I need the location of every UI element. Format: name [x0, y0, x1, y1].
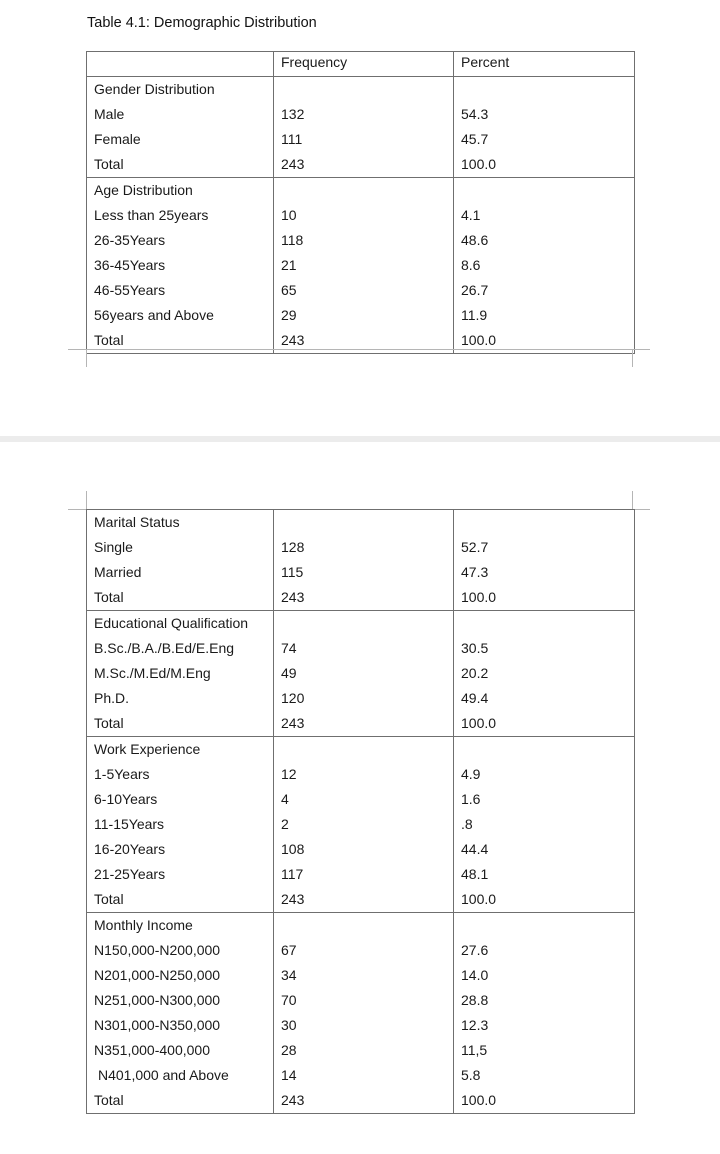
row-label: 1-5Years — [87, 762, 274, 787]
row-label: 11-15Years — [87, 812, 274, 837]
table-row — [87, 686, 635, 711]
percent-value: 48.6 — [454, 228, 635, 253]
row-label: N301,000-N350,000 — [87, 1013, 274, 1038]
frequency-value: 128 — [274, 535, 454, 560]
percent-value: 47.3 — [454, 560, 635, 585]
percent-value: 4.1 — [454, 203, 635, 228]
frequency-value: 132 — [274, 102, 454, 127]
percent-value: 4.9 — [454, 762, 635, 787]
percent-value: 28.8 — [454, 988, 635, 1013]
percent-value: 30.5 — [454, 636, 635, 661]
table-header-row — [87, 52, 635, 77]
percent-value: 1.6 — [454, 787, 635, 812]
row-label: N251,000-N300,000 — [87, 988, 274, 1013]
percent-value: 48.1 — [454, 862, 635, 887]
table-row — [87, 585, 635, 611]
table-row — [87, 661, 635, 686]
table-row — [87, 228, 635, 253]
percent-value: 44.4 — [454, 837, 635, 862]
frequency-value: 120 — [274, 686, 454, 711]
section-heading-row — [87, 737, 635, 763]
table-row — [87, 303, 635, 328]
row-label: Total — [87, 328, 274, 354]
section-heading-row — [87, 77, 635, 103]
frequency-value: 49 — [274, 661, 454, 686]
percent-value: 49.4 — [454, 686, 635, 711]
row-label: 21-25Years — [87, 862, 274, 887]
empty-cell — [454, 913, 635, 939]
frequency-value: 4 — [274, 787, 454, 812]
table-row — [87, 837, 635, 862]
section-heading-gender-distribution: Gender Distribution — [87, 77, 274, 103]
percent-value: 100.0 — [454, 1088, 635, 1114]
section-heading-row — [87, 913, 635, 939]
header-frequency: Frequency — [274, 52, 454, 77]
row-label: N150,000-N200,000 — [87, 938, 274, 963]
frequency-value: 10 — [274, 203, 454, 228]
table-row — [87, 887, 635, 913]
table-row — [87, 787, 635, 812]
section-heading-educational-qualification: Educational Qualification — [87, 611, 274, 637]
frequency-value: 111 — [274, 127, 454, 152]
table-row — [87, 535, 635, 560]
empty-cell — [274, 510, 454, 536]
percent-value: 100.0 — [454, 328, 635, 354]
empty-cell — [454, 510, 635, 536]
table-row — [87, 862, 635, 887]
frequency-value: 65 — [274, 278, 454, 303]
frequency-value: 74 — [274, 636, 454, 661]
row-label: 16-20Years — [87, 837, 274, 862]
row-label: Married — [87, 560, 274, 585]
percent-value: 54.3 — [454, 102, 635, 127]
percent-value: 11,5 — [454, 1038, 635, 1063]
page-rule-tick — [632, 491, 633, 509]
table-row — [87, 278, 635, 303]
frequency-value: 108 — [274, 837, 454, 862]
frequency-value: 70 — [274, 988, 454, 1013]
demographic-table-part-1 — [86, 51, 635, 354]
percent-value: 11.9 — [454, 303, 635, 328]
section-heading-age-distribution: Age Distribution — [87, 178, 274, 204]
row-label: Single — [87, 535, 274, 560]
percent-value: 45.7 — [454, 127, 635, 152]
empty-cell — [454, 611, 635, 637]
row-label: N401,000 and Above — [87, 1063, 274, 1088]
row-label: Total — [87, 711, 274, 737]
table-row — [87, 203, 635, 228]
row-label: Total — [87, 887, 274, 913]
row-label: Male — [87, 102, 274, 127]
table-row — [87, 1013, 635, 1038]
percent-value: 14.0 — [454, 963, 635, 988]
table-row — [87, 127, 635, 152]
frequency-value: 243 — [274, 1088, 454, 1114]
table-row — [87, 253, 635, 278]
percent-value: 5.8 — [454, 1063, 635, 1088]
row-label: 26-35Years — [87, 228, 274, 253]
row-label: Total — [87, 152, 274, 178]
percent-value: 100.0 — [454, 711, 635, 737]
row-label: Total — [87, 585, 274, 611]
frequency-value: 30 — [274, 1013, 454, 1038]
table-row — [87, 762, 635, 787]
frequency-value: 243 — [274, 152, 454, 178]
percent-value: .8 — [454, 812, 635, 837]
page-rule-tick — [632, 349, 633, 367]
empty-cell — [274, 178, 454, 204]
row-label: B.Sc./B.A./B.Ed/E.Eng — [87, 636, 274, 661]
page-rule-tick — [86, 491, 87, 509]
frequency-value: 2 — [274, 812, 454, 837]
table-row — [87, 102, 635, 127]
empty-cell — [274, 913, 454, 939]
row-label: Ph.D. — [87, 686, 274, 711]
row-label: Less than 25years — [87, 203, 274, 228]
header-empty-cell — [87, 52, 274, 77]
percent-value: 52.7 — [454, 535, 635, 560]
page-break-gap — [0, 436, 720, 442]
frequency-value: 243 — [274, 711, 454, 737]
percent-value: 100.0 — [454, 887, 635, 913]
frequency-value: 243 — [274, 328, 454, 354]
table-row — [87, 560, 635, 585]
frequency-value: 243 — [274, 585, 454, 611]
frequency-value: 117 — [274, 862, 454, 887]
frequency-value: 29 — [274, 303, 454, 328]
row-label: N201,000-N250,000 — [87, 963, 274, 988]
row-label: 56years and Above — [87, 303, 274, 328]
table-row — [87, 988, 635, 1013]
frequency-value: 67 — [274, 938, 454, 963]
table-row — [87, 1088, 635, 1114]
page-rule-tick — [86, 349, 87, 367]
percent-value: 100.0 — [454, 152, 635, 178]
section-heading-row — [87, 178, 635, 204]
demographic-table-part-2 — [86, 509, 635, 1114]
header-percent: Percent — [454, 52, 635, 77]
section-heading-monthly-income: Monthly Income — [87, 913, 274, 939]
empty-cell — [274, 611, 454, 637]
row-label: 6-10Years — [87, 787, 274, 812]
table-row — [87, 1038, 635, 1063]
percent-value: 20.2 — [454, 661, 635, 686]
empty-cell — [274, 77, 454, 103]
empty-cell — [454, 178, 635, 204]
percent-value: 27.6 — [454, 938, 635, 963]
table-row — [87, 152, 635, 178]
frequency-value: 14 — [274, 1063, 454, 1088]
page-rule — [68, 349, 650, 350]
table-row — [87, 812, 635, 837]
percent-value: 100.0 — [454, 585, 635, 611]
percent-value: 26.7 — [454, 278, 635, 303]
section-heading-row — [87, 510, 635, 536]
frequency-value: 118 — [274, 228, 454, 253]
percent-value: 12.3 — [454, 1013, 635, 1038]
empty-cell — [454, 737, 635, 763]
frequency-value: 34 — [274, 963, 454, 988]
row-label: 36-45Years — [87, 253, 274, 278]
row-label: N351,000-400,000 — [87, 1038, 274, 1063]
section-heading-marital-status: Marital Status — [87, 510, 274, 536]
table-row — [87, 1063, 635, 1088]
table-row — [87, 636, 635, 661]
frequency-value: 115 — [274, 560, 454, 585]
row-label: Female — [87, 127, 274, 152]
section-heading-work-experience: Work Experience — [87, 737, 274, 763]
row-label: Total — [87, 1088, 274, 1114]
frequency-value: 21 — [274, 253, 454, 278]
row-label: M.Sc./M.Ed/M.Eng — [87, 661, 274, 686]
percent-value: 8.6 — [454, 253, 635, 278]
frequency-value: 243 — [274, 887, 454, 913]
section-heading-row — [87, 611, 635, 637]
empty-cell — [274, 737, 454, 763]
frequency-value: 12 — [274, 762, 454, 787]
table-row — [87, 711, 635, 737]
table-caption: Table 4.1: Demographic Distribution — [87, 15, 317, 31]
frequency-value: 28 — [274, 1038, 454, 1063]
empty-cell — [454, 77, 635, 103]
table-row — [87, 963, 635, 988]
table-row — [87, 938, 635, 963]
row-label: 46-55Years — [87, 278, 274, 303]
